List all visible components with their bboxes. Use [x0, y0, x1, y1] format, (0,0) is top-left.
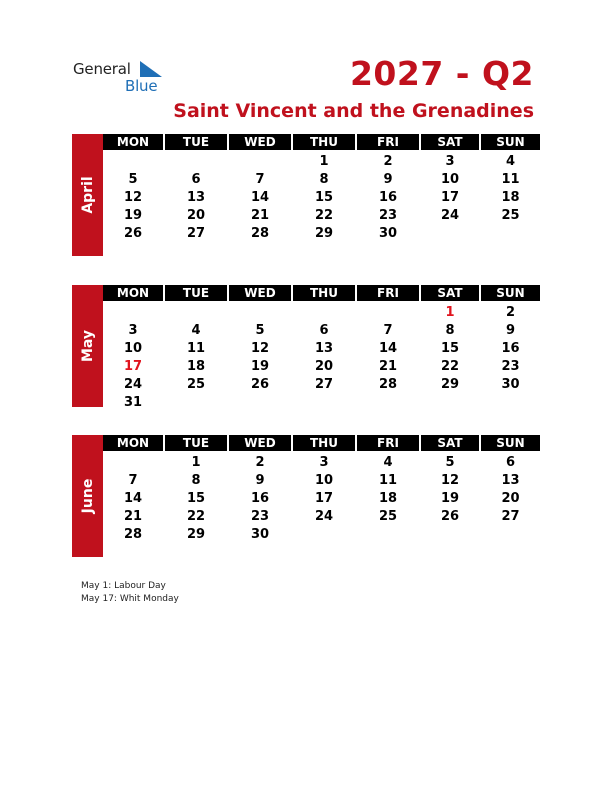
month-label-bar — [72, 285, 103, 407]
week-row — [103, 472, 540, 490]
day-cell: 8 — [319, 172, 329, 187]
day-cell — [421, 526, 479, 544]
day-cell: 7 — [128, 473, 138, 488]
week-row — [103, 490, 540, 508]
weekday-header: TUE — [165, 435, 227, 451]
day-cell: 1 — [319, 154, 329, 169]
day-cell: 11 — [378, 473, 398, 488]
holiday-notes — [81, 580, 179, 606]
weekday-header: WED — [229, 435, 291, 451]
weekday-header-row — [103, 134, 540, 150]
day-cell: 26 — [250, 377, 270, 392]
day-cell: 29 — [440, 377, 460, 392]
weekday-header-row — [103, 285, 540, 301]
day-cell: 29 — [186, 527, 206, 542]
day-cell: 21 — [123, 509, 143, 524]
day-cell: 30 — [250, 527, 270, 542]
day-cell: 8 — [191, 473, 201, 488]
day-cell — [165, 304, 227, 322]
day-cell: 3 — [319, 455, 329, 470]
day-cell: 31 — [123, 395, 143, 410]
holiday-note: May 1: Labour Day — [81, 581, 166, 591]
day-cell: 22 — [186, 509, 206, 524]
day-cell — [165, 153, 227, 171]
weekday-header: MON — [103, 285, 163, 301]
weekday-header: THU — [293, 435, 355, 451]
day-cell: 20 — [501, 491, 520, 506]
logo — [73, 60, 173, 94]
day-cell: 19 — [440, 491, 460, 506]
week-row — [103, 304, 540, 322]
day-cell — [293, 526, 355, 544]
day-cell: 16 — [378, 190, 398, 205]
day-cell — [357, 304, 419, 322]
day-cell: 19 — [250, 359, 270, 374]
day-cell: 30 — [501, 377, 520, 392]
day-cell: 6 — [505, 455, 516, 470]
month-label-bar — [72, 134, 103, 256]
week-row — [103, 340, 540, 358]
day-cell: 20 — [314, 359, 334, 374]
day-cell: 12 — [250, 341, 270, 356]
day-cell: 17 — [123, 359, 143, 374]
day-cell: 7 — [255, 172, 265, 187]
holiday-note: May 17: Whit Monday — [81, 594, 179, 604]
day-cell: 13 — [501, 473, 520, 488]
day-cell — [229, 153, 291, 171]
day-cell — [229, 394, 291, 412]
day-cell — [293, 304, 355, 322]
day-cell — [481, 225, 540, 243]
week-row — [103, 153, 540, 171]
weekday-header: FRI — [357, 435, 419, 451]
weekday-header: FRI — [357, 285, 419, 301]
logo-triangle-icon — [140, 61, 162, 77]
weekday-header-row — [103, 435, 540, 451]
weekday-header: TUE — [165, 134, 227, 150]
day-cell: 14 — [250, 190, 270, 205]
month-grid — [103, 134, 540, 243]
day-cell: 26 — [123, 226, 143, 241]
day-cell: 23 — [378, 208, 398, 223]
day-cell — [481, 394, 540, 412]
day-cell — [481, 526, 540, 544]
day-cell: 25 — [378, 509, 398, 524]
day-cell: 13 — [186, 190, 206, 205]
page-title: 2027 - Q2 — [349, 54, 534, 93]
day-cell: 10 — [123, 341, 143, 356]
day-cell: 24 — [314, 509, 334, 524]
day-cell: 21 — [250, 208, 270, 223]
day-cell: 8 — [445, 323, 455, 338]
month-name: May — [79, 329, 96, 363]
day-cell: 24 — [123, 377, 143, 392]
day-cell: 13 — [314, 341, 334, 356]
day-cell: 2 — [255, 455, 265, 470]
week-row — [103, 508, 540, 526]
day-cell: 6 — [319, 323, 329, 338]
weekday-header: SUN — [481, 285, 540, 301]
day-cell: 12 — [123, 190, 143, 205]
month-label-bar — [72, 435, 103, 557]
day-cell — [103, 304, 163, 322]
week-row — [103, 322, 540, 340]
weekday-header: MON — [103, 134, 163, 150]
week-row — [103, 207, 540, 225]
month-name: April — [79, 176, 96, 214]
day-cell: 25 — [186, 377, 206, 392]
day-cell: 14 — [123, 491, 143, 506]
day-cell: 4 — [383, 455, 393, 470]
day-cell — [293, 394, 355, 412]
logo-word-general: General — [73, 60, 131, 78]
day-cell: 1 — [191, 455, 201, 470]
day-cell — [357, 394, 419, 412]
day-cell: 28 — [123, 527, 143, 542]
day-cell: 17 — [314, 491, 334, 506]
month-grid — [103, 435, 540, 544]
day-cell: 24 — [440, 208, 460, 223]
day-cell: 5 — [128, 172, 138, 187]
day-cell — [357, 526, 419, 544]
day-cell: 27 — [314, 377, 334, 392]
day-cell: 3 — [128, 323, 138, 338]
month-block-april — [72, 134, 540, 256]
day-cell: 28 — [250, 226, 270, 241]
day-cell: 17 — [440, 190, 460, 205]
day-cell: 1 — [445, 305, 455, 320]
weekday-header: FRI — [357, 134, 419, 150]
day-cell: 12 — [440, 473, 460, 488]
day-cell — [165, 394, 227, 412]
day-cell: 15 — [314, 190, 334, 205]
weekday-header: SAT — [421, 285, 479, 301]
month-name: June — [79, 478, 96, 514]
weekday-header: THU — [293, 285, 355, 301]
day-cell: 20 — [186, 208, 206, 223]
day-cell: 16 — [250, 491, 270, 506]
day-cell: 3 — [445, 154, 455, 169]
day-cell: 27 — [501, 509, 520, 524]
day-cell: 22 — [314, 208, 334, 223]
day-cell: 15 — [186, 491, 206, 506]
day-cell: 2 — [383, 154, 393, 169]
day-cell: 15 — [440, 341, 460, 356]
day-cell: 6 — [191, 172, 201, 187]
day-cell — [103, 454, 163, 472]
day-cell — [421, 394, 479, 412]
day-cell — [103, 153, 163, 171]
day-cell: 9 — [255, 473, 265, 488]
weekday-header: THU — [293, 134, 355, 150]
day-cell: 19 — [123, 208, 143, 223]
day-cell: 9 — [383, 172, 393, 187]
day-cell: 23 — [250, 509, 270, 524]
week-row — [103, 225, 540, 243]
week-row — [103, 358, 540, 376]
day-cell: 30 — [378, 226, 398, 241]
week-row — [103, 454, 540, 472]
day-cell: 11 — [501, 172, 520, 187]
page-subtitle: Saint Vincent and the Grenadines — [173, 100, 534, 122]
day-cell: 5 — [255, 323, 265, 338]
week-row — [103, 526, 540, 544]
logo-word-blue: Blue — [125, 77, 158, 95]
week-row — [103, 171, 540, 189]
weekday-header: SAT — [421, 134, 479, 150]
day-cell: 2 — [505, 305, 516, 320]
weekday-header: WED — [229, 285, 291, 301]
day-cell: 25 — [501, 208, 520, 223]
day-cell: 16 — [501, 341, 520, 356]
weekday-header: SUN — [481, 134, 540, 150]
day-cell: 18 — [186, 359, 206, 374]
weekday-header: WED — [229, 134, 291, 150]
month-block-june — [72, 435, 540, 557]
day-cell: 18 — [501, 190, 520, 205]
day-cell — [421, 225, 479, 243]
day-cell: 18 — [378, 491, 398, 506]
week-row — [103, 376, 540, 394]
day-cell: 23 — [501, 359, 520, 374]
month-block-may — [72, 285, 540, 410]
day-cell: 4 — [191, 323, 201, 338]
day-cell: 26 — [440, 509, 460, 524]
day-cell: 7 — [383, 323, 393, 338]
day-cell: 27 — [186, 226, 206, 241]
day-cell: 4 — [505, 154, 516, 169]
weekday-header: SUN — [481, 435, 540, 451]
day-cell: 11 — [186, 341, 206, 356]
day-cell: 22 — [440, 359, 460, 374]
day-cell: 28 — [378, 377, 398, 392]
day-cell: 29 — [314, 226, 334, 241]
week-row — [103, 394, 540, 412]
day-cell: 10 — [440, 172, 460, 187]
day-cell: 14 — [378, 341, 398, 356]
weekday-header: TUE — [165, 285, 227, 301]
week-row — [103, 189, 540, 207]
day-cell: 9 — [505, 323, 516, 338]
day-cell: 10 — [314, 473, 334, 488]
weekday-header: MON — [103, 435, 163, 451]
day-cell: 5 — [445, 455, 455, 470]
weekday-header: SAT — [421, 435, 479, 451]
month-grid — [103, 285, 540, 412]
day-cell: 21 — [378, 359, 398, 374]
day-cell — [229, 304, 291, 322]
